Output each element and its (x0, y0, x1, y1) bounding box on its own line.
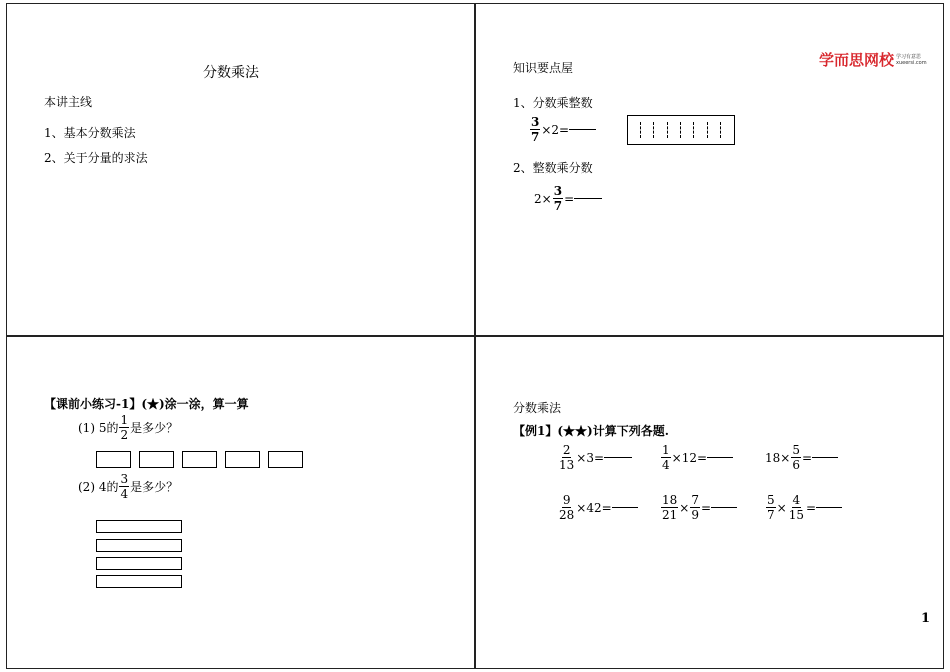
practice-heading: 【课前小练习-1】(★)涂一涂，算一算 (44, 397, 249, 411)
outline-item-1: 1、基本分数乘法 (44, 126, 136, 140)
xueersi-logo (819, 49, 927, 70)
problem-operator: ×42= (576, 500, 612, 515)
logo-domain: xueersi.com (896, 59, 927, 66)
fraction-diagram-box (627, 115, 735, 145)
shade-box[interactable] (139, 451, 174, 468)
slide-2 (475, 3, 944, 336)
slide-4-title: 分数乘法 (513, 401, 562, 415)
shade-bar[interactable] (96, 575, 182, 588)
equation-2 (534, 185, 602, 212)
equation-2-prefix: 2× (534, 191, 552, 206)
shade-box[interactable] (268, 451, 303, 468)
problem-2 (660, 444, 733, 471)
shade-bar[interactable] (96, 557, 182, 570)
question-1-suffix: 是多少？ (130, 421, 179, 435)
shade-box[interactable] (182, 451, 217, 468)
problem-5 (660, 494, 737, 521)
equation-1 (529, 116, 596, 143)
example-heading: 【例1】(★★)计算下列各题. (513, 424, 669, 438)
fraction: $\frac{7}{9}$ (691, 493, 699, 522)
section-1-heading: 1、分数乘整数 (513, 96, 593, 110)
fraction: $\frac{2}{13}$ (559, 443, 575, 472)
logo-tagline: 学习有意思 (896, 53, 922, 60)
problem-operator: = (801, 450, 813, 465)
fraction: $\frac{3}{7}$ (553, 184, 563, 213)
problem-times: × (679, 500, 690, 515)
slide-1-subtitle: 本讲主线 (44, 95, 93, 109)
question-1 (78, 414, 178, 441)
equation-1-rest: ×2= (541, 122, 570, 137)
problem-4 (557, 494, 638, 521)
answer-blank (574, 198, 602, 199)
problem-operator: ×12= (671, 450, 708, 465)
shade-box[interactable] (96, 451, 131, 468)
slide-1-title: 分数乘法 (203, 65, 259, 81)
page-number: 1 (921, 611, 931, 626)
problem-6 (765, 494, 842, 521)
slide-2-title: 知识要点屋 (513, 61, 574, 75)
fraction: $\frac{3}{4}$ (120, 472, 129, 501)
problem-operator: ×3= (576, 450, 605, 465)
problem-1 (557, 444, 632, 471)
question-2 (78, 473, 178, 500)
logo-text: 学而思网校 (819, 51, 895, 69)
question-2-prefix: (2) 4的 (78, 480, 119, 494)
fraction: $\frac{5}{6}$ (792, 443, 800, 472)
outline-item-2: 2、关于分量的求法 (44, 151, 148, 165)
problem-times: × (776, 500, 787, 515)
section-2-heading: 2、整数乘分数 (513, 161, 593, 175)
fraction: $\frac{4}{15}$ (788, 493, 804, 522)
equation-2-rest: = (564, 191, 575, 206)
fraction: $\frac{1}{2}$ (120, 413, 129, 442)
problem-3 (765, 444, 838, 471)
answer-blank (612, 507, 638, 508)
answer-blank (711, 507, 737, 508)
question-1-prefix: (1) 5的 (78, 421, 119, 435)
slide-3 (6, 336, 475, 669)
fraction: $\frac{3}{7}$ (531, 115, 540, 144)
shade-bar[interactable] (96, 539, 182, 552)
fraction: $\frac{5}{7}$ (767, 493, 775, 522)
fraction: $\frac{1}{4}$ (662, 443, 670, 472)
problem-prefix: 18× (765, 450, 791, 465)
answer-blank (816, 507, 842, 508)
problem-operator: = (805, 500, 817, 515)
question-2-suffix: 是多少？ (130, 480, 179, 494)
answer-blank (569, 129, 596, 130)
answer-blank (707, 457, 733, 458)
shade-box[interactable] (225, 451, 260, 468)
fraction: $\frac{9}{28}$ (559, 493, 575, 522)
fraction: $\frac{18}{21}$ (662, 493, 678, 522)
problem-operator: = (700, 500, 712, 515)
slide-1 (6, 3, 475, 336)
diagram-dividers (634, 122, 728, 138)
answer-blank (604, 457, 632, 458)
slide-4 (475, 336, 944, 669)
answer-blank (812, 457, 838, 458)
shade-bar[interactable] (96, 520, 182, 533)
